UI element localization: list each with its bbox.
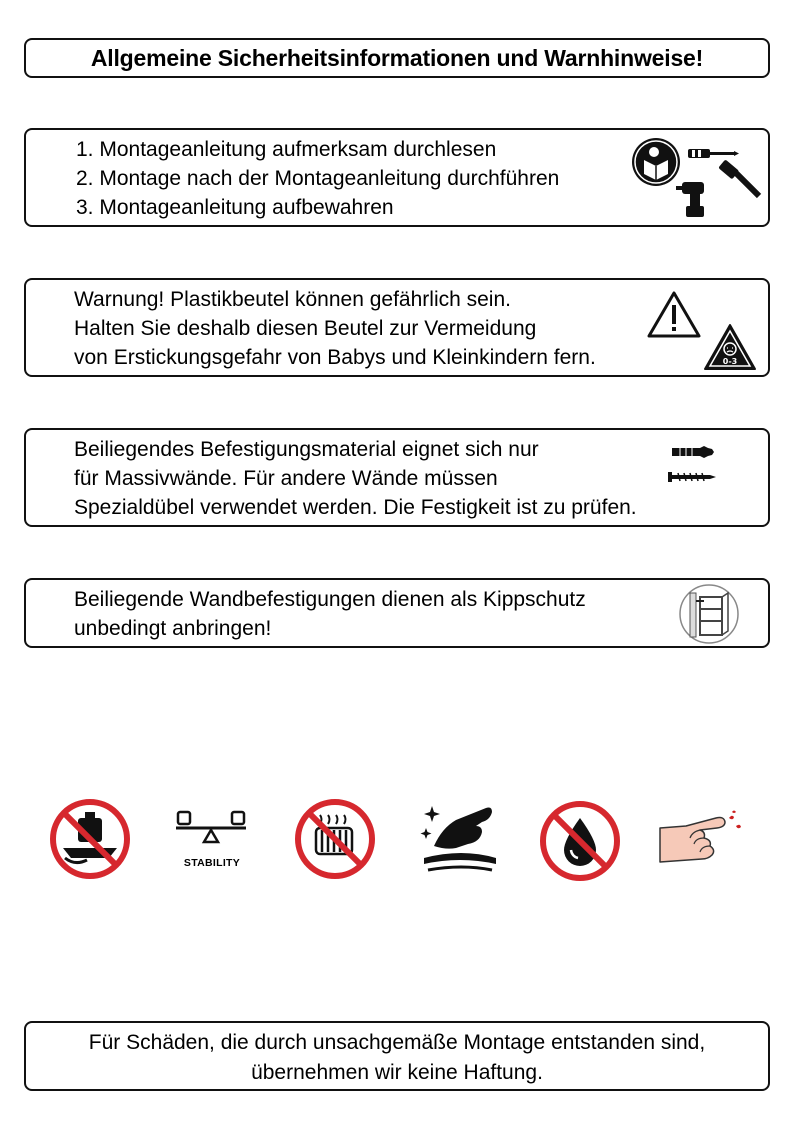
- age-0-3-warning-icon: [703, 323, 757, 373]
- disclaimer-line-2: übernehmen wir keine Haftung.: [251, 1061, 543, 1084]
- warning-line-2: Halten Sie deshalb diesen Beutel zur Vermeidung: [74, 317, 537, 340]
- no-heavy-load-icon: [49, 798, 131, 880]
- fixing-material-box: [24, 428, 770, 527]
- assembly-step-2: 2. Montage nach der Montageanleitung durchführen: [76, 167, 560, 190]
- page-title: Allgemeine Sicherheitsinformationen und Warnhinweise!: [90, 44, 704, 71]
- no-heat-icon: [294, 798, 376, 880]
- anti-tip-line-1: Beiliegende Wandbefestigungen dienen als Kippschutz: [74, 588, 586, 611]
- warning-triangle-icon: [646, 290, 702, 340]
- warning-line-1: Warnung! Plastikbeutel können gefährlich sein.: [74, 288, 511, 311]
- plastic-bag-warning-box: [24, 278, 770, 377]
- stability-label: STABILITY: [183, 857, 241, 869]
- title-box: [24, 38, 770, 78]
- stability-icon: [174, 808, 250, 852]
- screw-icon: [666, 470, 718, 484]
- fixing-line-2: für Massivwände. Für andere Wände müssen: [74, 467, 498, 490]
- clean-soft-cloth-icon: [418, 800, 500, 878]
- read-manual-icon: [630, 136, 682, 188]
- liability-disclaimer-box: [24, 1021, 770, 1091]
- finger-injury-icon: [656, 808, 748, 868]
- anti-tip-line-2: unbedingt anbringen!: [74, 617, 272, 640]
- age-badge-label: 0-3: [722, 357, 738, 366]
- fixing-line-3: Spezialdübel verwendet werden. Die Festigkeit ist zu prüfen.: [74, 496, 637, 519]
- wall-anchor-shelf-icon: [678, 583, 740, 645]
- hammer-icon: [716, 158, 762, 204]
- fixing-line-1: Beiliegendes Befestigungsmaterial eignet sich nur: [74, 438, 539, 461]
- assembly-step-1: 1. Montageanleitung aufmerksam durchlesen: [76, 138, 497, 161]
- no-water-icon: [539, 800, 621, 882]
- warning-line-3: von Erstickungsgefahr von Babys und Kleinkindern fern.: [74, 346, 596, 369]
- assembly-instructions-box: [24, 128, 770, 227]
- anti-tip-box: [24, 578, 770, 648]
- drill-icon: [676, 178, 716, 220]
- wall-plug-icon: [670, 444, 716, 460]
- disclaimer-line-1: Für Schäden, die durch unsachgemäße Montage entstanden sind,: [88, 1031, 706, 1054]
- assembly-step-3: 3. Montageanleitung aufbewahren: [76, 196, 394, 219]
